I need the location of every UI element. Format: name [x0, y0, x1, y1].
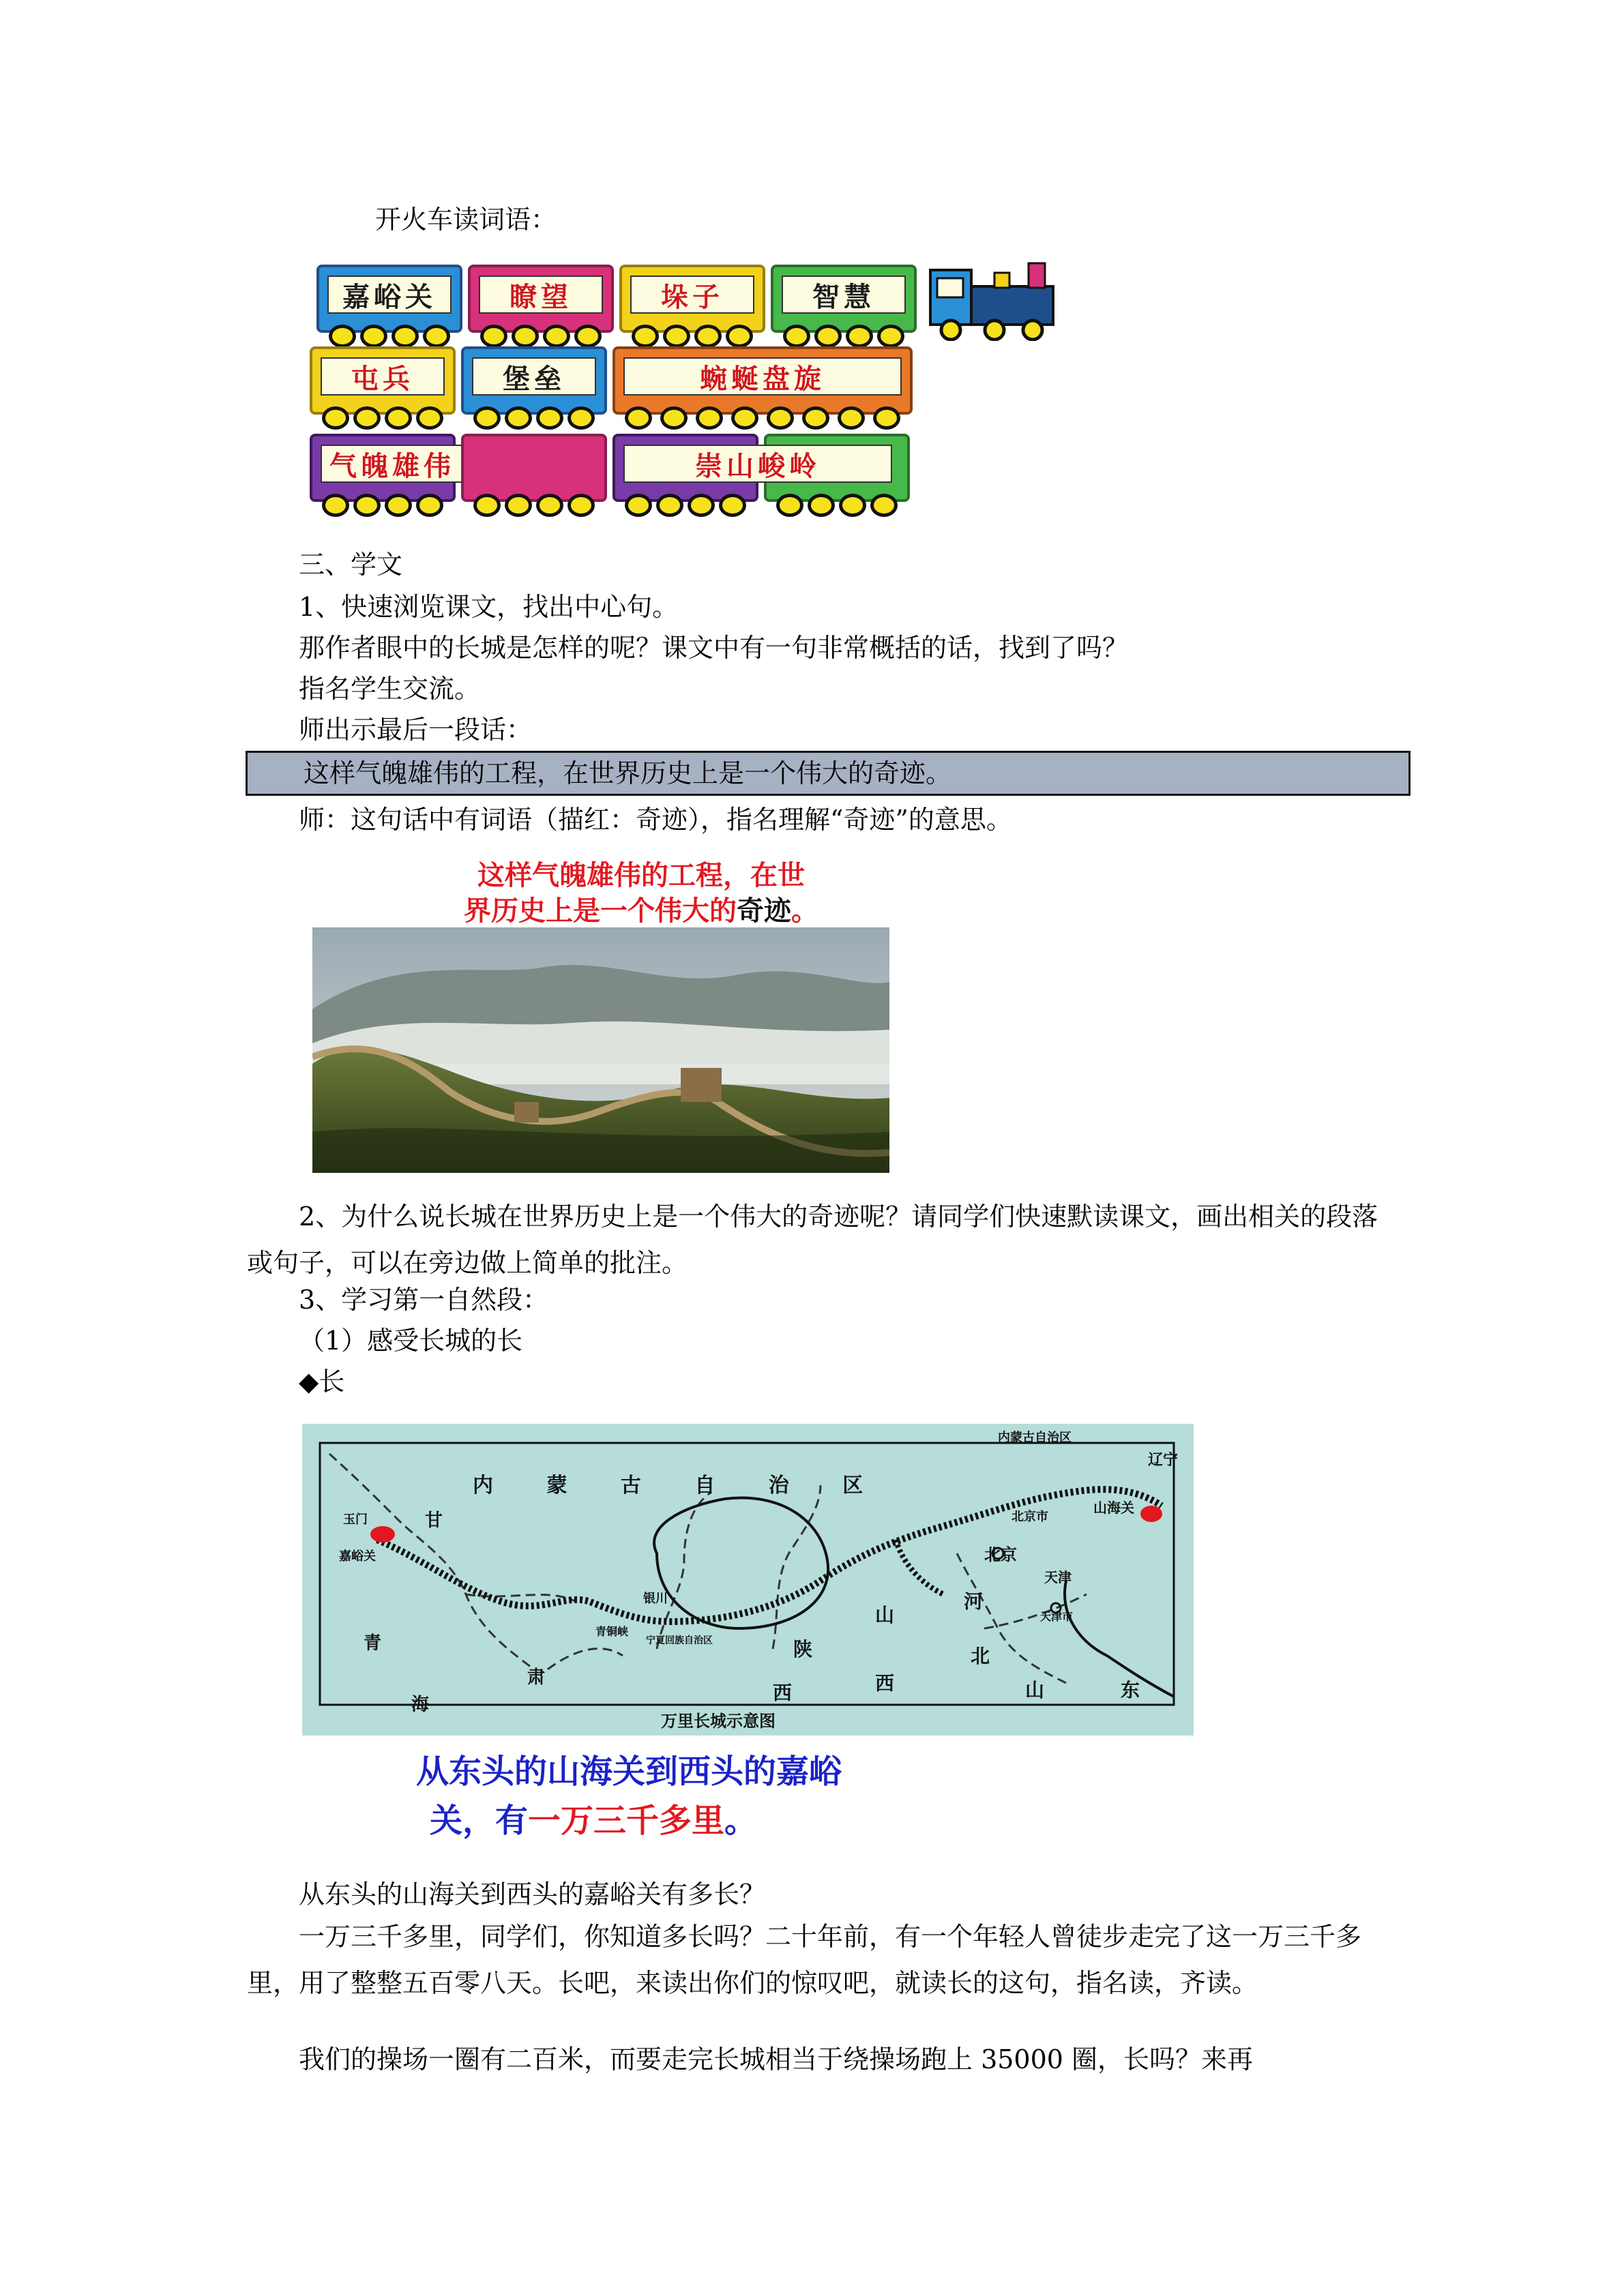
paragraph: 我们的操场一圈有二百米，而要走完长城相当于绕操场跑上 35000 圈，长吗？来再 [299, 2044, 1254, 2074]
train-heading: 开火车读词语： [375, 205, 557, 235]
train-car [468, 265, 614, 333]
train-car [316, 265, 462, 333]
shanhaiguan-marker [1140, 1506, 1162, 1522]
quote-text: 这样气魄雄伟的工程，在世界历史上是一个伟大的奇迹。 [304, 758, 952, 788]
train-word: 智慧 [782, 275, 906, 314]
paragraph: 那作者眼中的长城是怎样的呢？课文中有一句非常概括的话，找到了吗？ [299, 633, 1129, 663]
map-title: 万里长城示意图 [661, 1712, 776, 1731]
train-word: 气魄雄伟 [321, 445, 464, 483]
map-label: 玉门 [343, 1512, 368, 1527]
train-car [771, 265, 917, 333]
map-label: 西 [875, 1672, 895, 1695]
train-word: 垛子 [630, 275, 754, 314]
map-label: 北 [971, 1645, 990, 1667]
map-label: 海 [411, 1695, 430, 1715]
paragraph: 从东头的山海关到西头的嘉峪关有多长？ [299, 1879, 766, 1909]
map-label: 宁夏回族自治区 [646, 1635, 713, 1646]
map-label: 内蒙古自治区 [998, 1431, 1072, 1445]
paragraph: 1、快速浏览课文，找出中心句。 [299, 592, 679, 622]
map-label: 嘉峪关 [339, 1549, 376, 1564]
map-label: 辽宁 [1148, 1452, 1179, 1469]
section-heading: 三、学文 [299, 550, 403, 580]
map-label: 天津 [1044, 1569, 1072, 1585]
map-label: 内 蒙 古 自 治 区 [473, 1474, 887, 1497]
paragraph: 3、学习第一自然段： [299, 1285, 549, 1315]
train-car [461, 434, 607, 502]
map-label: 河 [964, 1590, 984, 1613]
train-car [310, 434, 456, 502]
train-word: 屯兵 [321, 357, 445, 396]
train-car [612, 346, 913, 415]
paragraph: ◆长 [299, 1367, 345, 1397]
paragraph: 2、为什么说长城在世界历史上是一个伟大的奇迹呢？请同学们快速默读课文，画出相关的段落或句子，可以在旁边做上简单的批注。 [247, 1202, 1378, 1278]
map-label: 青铜峡 [595, 1625, 629, 1638]
train-word: 堡垒 [472, 357, 596, 396]
map-label: 山 [875, 1604, 895, 1626]
map-label: 北京市 [1012, 1510, 1048, 1524]
train-car [310, 346, 456, 415]
map-label: 银川 [643, 1592, 668, 1606]
great-wall-map [302, 1424, 1194, 1735]
train-car [619, 265, 765, 333]
paragraph: 师出示最后一段话： [299, 715, 533, 745]
train-word: 蜿蜒盘旋 [623, 357, 902, 396]
map-label: 东 [1121, 1679, 1140, 1701]
train-word: 瞭望 [479, 275, 603, 314]
map-label: 北京 [984, 1545, 1017, 1564]
paragraph: （1）感受长城的长 [299, 1326, 523, 1356]
map-label: 青 [364, 1633, 382, 1654]
paragraph: 指名学生交流。 [299, 674, 481, 704]
highlighted-sentence [246, 751, 1411, 796]
map-label: 山海关 [1093, 1500, 1134, 1516]
locomotive-icon [926, 259, 1076, 341]
map-label: 天津市 [1040, 1610, 1074, 1623]
train-car [461, 346, 607, 415]
map-label: 肃 [527, 1667, 546, 1688]
paragraph: 一万三千多里，同学们，你知道多长吗？二十年前，有一个年轻人曾徒步走完了这一万三千多里，用了整整五百零八天。长吧，来读出你们的惊叹吧，就读长的这句，指名读，齐读。 [247, 1922, 1362, 1998]
train-car [612, 434, 821, 502]
paragraph: 师：这句话中有词语（描红：奇迹），指名理解“奇迹”的意思。 [299, 805, 1012, 835]
wall-slide-caption: 这样气魄雄伟的工程，在世 界历史上是一个伟大的奇迹。 [464, 860, 818, 927]
map-label: 陕 [793, 1638, 813, 1660]
jiayuguan-marker [370, 1526, 395, 1542]
train-word: 崇山峻岭 [623, 445, 892, 483]
train-word: 嘉峪关 [327, 275, 452, 314]
great-wall-photo [312, 927, 889, 1173]
map-label: 山 [1025, 1679, 1045, 1701]
map-label: 甘 [425, 1510, 443, 1531]
map-slide-caption: 从东头的山海关到西头的嘉峪 关，有一万三千多里。 [416, 1753, 842, 1840]
word-train-illustration [300, 259, 1078, 532]
map-label: 西 [773, 1682, 793, 1704]
